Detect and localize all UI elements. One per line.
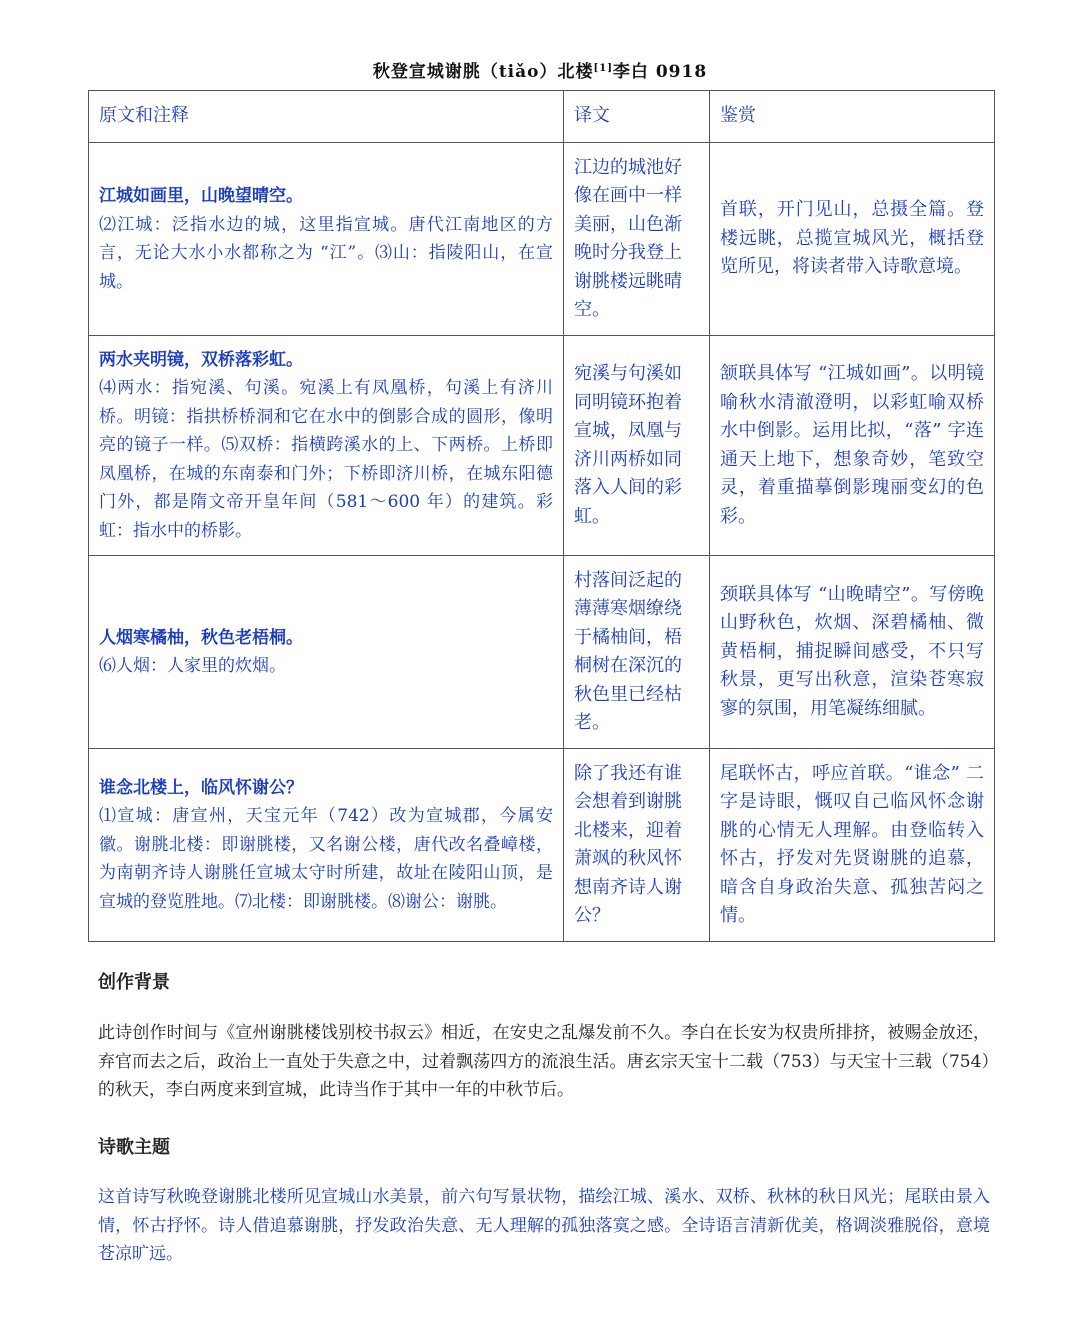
original-cell [89,143,564,336]
theme-text: 这首诗写秋晚登谢朓北楼所见宣城山水美景，前六句写景状物，描绘江城、溪水、双桥、秋林的秋日风光；尾联由景入情，怀古抒怀。诗人借追慕谢朓，抒发政治失意、无人理解的孤独落寞之感。全诗语言清新优美，格调淡雅脱俗，意境苍凉旷远。 [98,1187,990,1264]
poem-line: 谁念北楼上，临风怀谢公？ [99,777,303,798]
appreciation-cell [710,336,995,556]
original-cell [89,336,564,556]
annotation-note: ⑵江城：泛指水边的城，这里指宣城。唐代江南地区的方言，无论大水小水都称之为 “江”。⑶山：指陵阳山，在宣城。 [99,214,553,292]
table-header-row [89,91,995,143]
annotation-note: ⑷两水：指宛溪、句溪。宛溪上有凤凰桥，句溪上有济川桥。明镜：指拱桥桥洞和它在水中的倒影合成的圆形，像明亮的镜子一样。⑸双桥：指横跨溪水的上、下两桥。上桥即凤凰桥，在城的东南泰和门外；下桥即济川桥，在城东阳德门外，都是隋文帝开皇年间（581～600 年）的建筑。彩虹：指水中的桥影。 [99,378,553,541]
title-footnote-marker: [1] [593,63,613,74]
header-original-notes: 原文和注释 [89,91,564,143]
table-row [89,143,995,336]
title-main: 秋登宣城谢朓（tiǎo）北楼 [372,62,594,82]
table-row [89,556,995,749]
appreciation-cell [710,143,995,336]
theme-heading: 诗歌主题 [98,1137,170,1158]
appreciation-text: 尾联怀古，呼应首联。“谁念” 二字是诗眼，慨叹自己临风怀念谢朓的心情无人理解。由登临转入怀古，抒发对先贤谢朓的追慕，暗含自身政治失意、孤独苦闷之情。 [720,762,984,926]
table-row [89,749,995,942]
appreciation-cell [710,749,995,942]
poem-annotation-table [88,90,995,942]
poem-line: 人烟寒橘柚，秋色老梧桐。 [99,627,303,648]
header-appreciation: 鉴赏 [710,91,995,143]
translation-cell [564,336,710,556]
appreciation-text: 颔联具体写 “江城如画”。以明镜喻秋水清澈澄明，以彩虹喻双桥水中倒影。运用比拟，“落” 字连通天上地下，想象奇妙，笔致空灵，着重描摹倒影瑰丽变幻的色彩。 [720,363,984,527]
original-cell [89,749,564,942]
appreciation-cell [710,556,995,749]
translation-text: 村落间泛起的薄薄寒烟缭绕于橘柚间，梧桐树在深沉的秋色里已经枯老。 [574,569,682,733]
background-text: 此诗创作时间与《宣州谢朓楼饯别校书叔云》相近，在安史之乱爆发前不久。李白在长安为权贵所排挤，被赐金放还，弃官而去之后，政治上一直处于失意之中，过着飘荡四方的流浪生活。唐玄宗天宝十二载（753）与天宝十三载（754）的秋天，李白两度来到宣城，此诗当作于其中一年的中秋节后。 [98,1023,990,1100]
translation-text: 宛溪与句溪如同明镜环抱着宣城，凤凰与济川两桥如同落入人间的彩虹。 [574,363,682,527]
poem-line: 两水夹明镜，双桥落彩虹。 [99,349,303,370]
annotation-note: ⑹人烟：人家里的炊烟。 [99,656,286,676]
table-row [89,336,995,556]
translation-cell [564,556,710,749]
translation-cell [564,749,710,942]
background-heading: 创作背景 [98,972,170,993]
header-translation: 译文 [564,91,710,143]
original-cell [89,556,564,749]
translation-cell [564,143,710,336]
poem-line: 江城如画里，山晚望晴空。 [99,186,303,206]
appreciation-text: 首联，开门见山，总摄全篇。登楼远眺，总揽宣城风光，概括登览所见，将读者带入诗歌意境。 [720,199,984,278]
annotation-note: ⑴宣城：唐宣州，天宝元年（742）改为宣城郡，今属安徽。谢朓北楼：即谢朓楼，又名谢公楼，唐代改名叠嶂楼，为南朝齐诗人谢朓任宣城太守时所建，故址在陵阳山顶，是宣城的登览胜地。⑺北楼：即谢朓楼。⑻谢公：谢朓。 [99,806,553,912]
translation-text: 除了我还有谁会想着到谢朓北楼来，迎着萧飒的秋风怀想南齐诗人谢公？ [574,762,682,926]
translation-text: 江边的城池好像在画中一样美丽，山色渐晚时分我登上谢朓楼远眺晴空。 [574,156,682,320]
page-title [0,57,1080,82]
appreciation-text: 颈联具体写 “山晚晴空”。写傍晚山野秋色，炊烟、深碧橘柚、微黄梧桐，捕捉瞬间感受，不只写秋景，更写出秋意，渲染苍寒寂寥的氛围，用笔凝练细腻。 [720,583,984,719]
title-author-code: 李白 0918 [612,62,708,82]
